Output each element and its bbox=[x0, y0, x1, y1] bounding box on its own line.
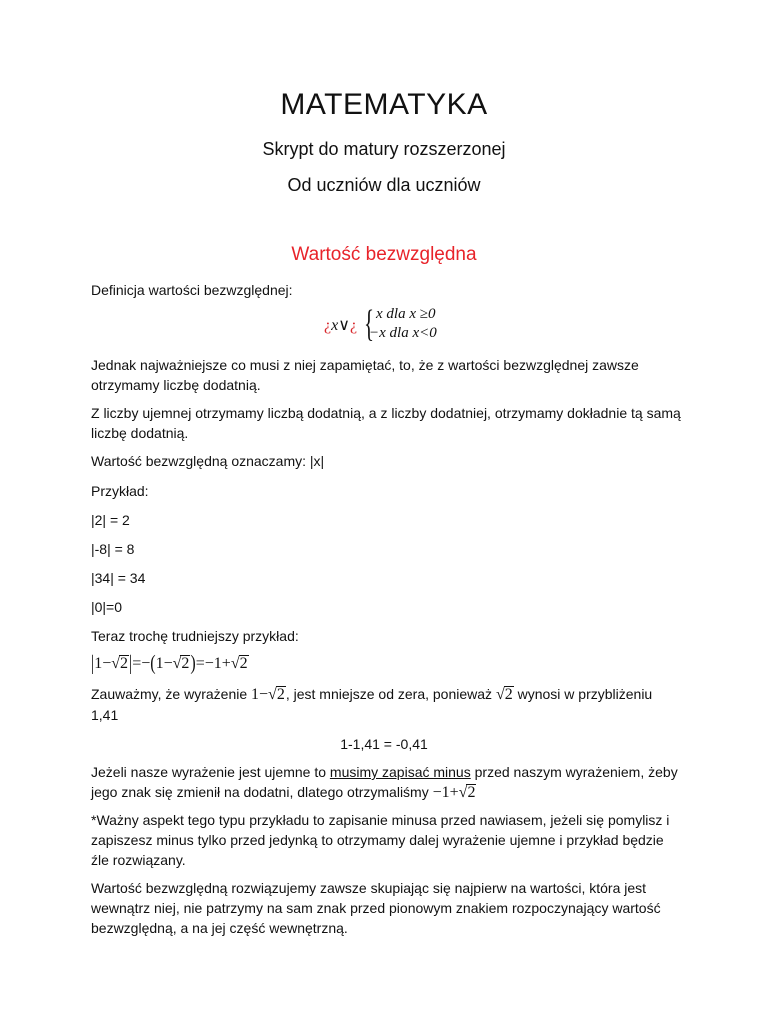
math-part: =− bbox=[132, 655, 151, 672]
definition-lhs-mark: ¿ bbox=[324, 317, 332, 334]
sqrt-radicand: 2 bbox=[239, 655, 248, 672]
paragraph: Jednak najważniejsze co musi z niej zapamiętać, to, że z wartości bezwzględnej zawsze otrzymamy liczbę dodatnią. bbox=[91, 357, 639, 393]
text-part: , jest mniejsze od zera, ponieważ bbox=[285, 686, 496, 702]
math-part: 1− bbox=[94, 655, 112, 672]
math-part: =−1+ bbox=[195, 655, 231, 672]
text-part: przed naszym wyrażeniem, żeby jego znak się zmienił na dodatni, dlatego otrzymaliśmy bbox=[91, 764, 678, 800]
sqrt-radicand: 2 bbox=[181, 655, 190, 672]
sqrt-radicand: 2 bbox=[276, 686, 285, 703]
example-line: |-8| = 8 bbox=[91, 541, 135, 557]
example-line: |0|=0 bbox=[91, 599, 123, 615]
definition-case-negative: −x dla x<0 bbox=[369, 325, 437, 341]
text-part: Jeżeli nasze wyrażenie jest ujemne to bbox=[91, 764, 330, 780]
sqrt-radicand: 2 bbox=[504, 686, 513, 703]
harder-example-equation: |1−√2|=−(1−√2)=−1+√2 bbox=[91, 651, 248, 675]
sqrt-radicand: 2 bbox=[120, 655, 129, 672]
sqrt-radicand: 2 bbox=[467, 784, 476, 801]
math-part: −1+ bbox=[432, 784, 459, 801]
harder-example-label: Teraz trochę trudniejszy przykład: bbox=[91, 628, 299, 644]
math-part: 1− bbox=[155, 655, 173, 672]
definition-brace: { bbox=[364, 303, 375, 345]
definition-case-positive: x dla x ≥0 bbox=[376, 306, 436, 322]
paragraph: Z liczby ujemnej otrzymamy liczbą dodatnią, a z liczby dodatniej, otrzymamy dokładnie tą samą liczbę dodatnią. bbox=[91, 405, 681, 441]
document-tagline: Od uczniów dla uczniów bbox=[287, 175, 481, 195]
paragraph: Wartość bezwzględną rozwiązujemy zawsze skupiając się najpierw na wartości, która jest wewnątrz niej, nie patrzymy na sam znak przed pionowym znakiem rozpoczynający wartość bezwzględną, a na jej część wewnętrzną. bbox=[91, 880, 661, 936]
definition-lhs bbox=[324, 315, 357, 335]
definition-lhs-x: x bbox=[331, 317, 339, 334]
document-title: MATEMATYKA bbox=[280, 88, 488, 121]
notation-line: Wartość bezwzględną oznaczamy: |x| bbox=[91, 453, 325, 469]
example-line: |2| = 2 bbox=[91, 512, 130, 528]
definition-lhs-mark: ¿ bbox=[349, 317, 358, 334]
paragraph: Zauważmy, że wyrażenie 1−√2, jest mniejsze od zera, ponieważ √2 wynosi w przybliżeniu 1,41 bbox=[91, 686, 653, 723]
paragraph: Jeżeli nasze wyrażenie jest ujemne to musimy zapisać minus przed naszym wyrażeniem, żeby jego znak się zmienił na dodatni, dlatego otrzymaliśmy −1+√2 bbox=[91, 764, 678, 801]
absolute-value-definition bbox=[0, 303, 768, 347]
text-part: Zauważmy, że wyrażenie bbox=[91, 686, 252, 702]
example-label: Przykład: bbox=[91, 483, 149, 499]
example-line: |34| = 34 bbox=[91, 570, 146, 586]
document-subtitle: Skrypt do matury rozszerzonej bbox=[262, 139, 506, 159]
math-part: 1− bbox=[251, 686, 269, 703]
section-heading: Wartość bezwzględna bbox=[291, 244, 477, 265]
calculation-line: 1-1,41 = -0,41 bbox=[340, 736, 428, 752]
definition-lhs-or: ∨ bbox=[338, 317, 350, 334]
definition-label: Definicja wartości bezwzględnej: bbox=[91, 282, 293, 298]
text-part: wynosi w przybliżeniu 1,41 bbox=[91, 686, 653, 723]
paragraph-note: *Ważny aspekt tego typu przykładu to zapisanie minusa przed nawiasem, jeżeli się pomylisz i zapiszesz minus tylko przed jedynką to otrzymamy dalej wyrażenie ujemne i przykład będzie źle rozwiązany. bbox=[91, 812, 670, 868]
underlined-text: musimy zapisać minus bbox=[329, 764, 471, 780]
